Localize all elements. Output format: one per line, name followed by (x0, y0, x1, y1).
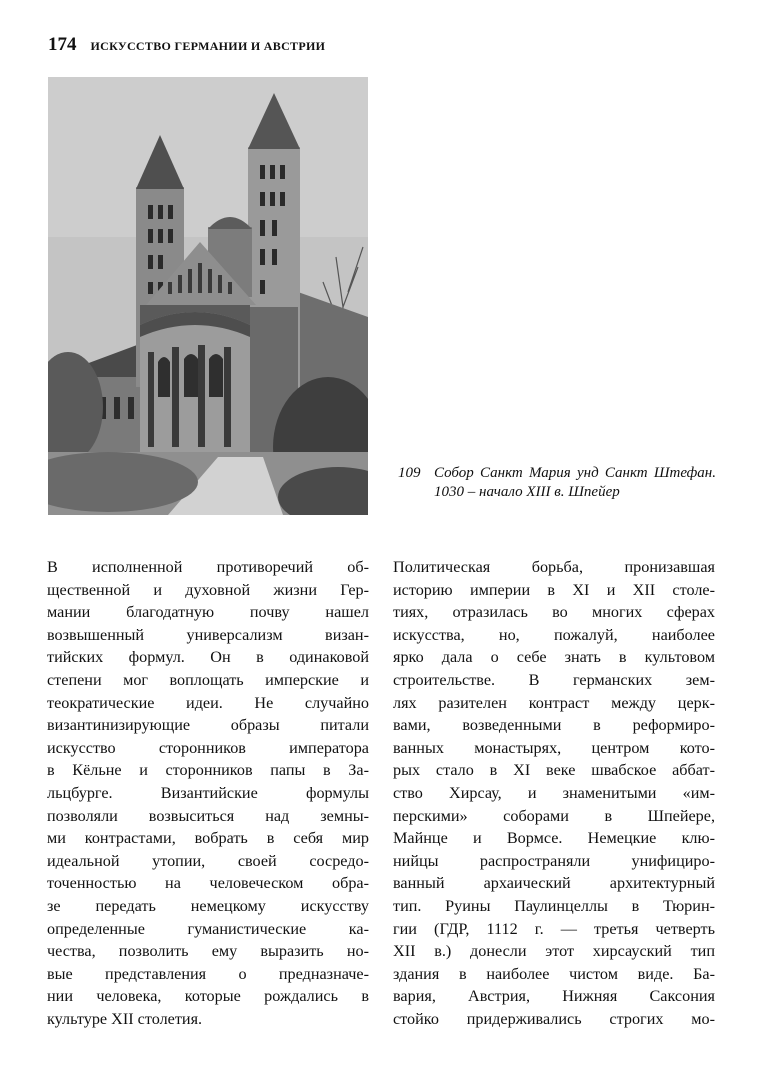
text-line: строительстве. В германских зем- (393, 670, 715, 689)
text-line: в Кёльне и сторонников папы в За- (47, 761, 369, 780)
text-line: Майнце и Вормсе. Немецкие клю- (393, 829, 715, 848)
text-line: мании благодатную почву нашел (47, 603, 369, 622)
text-line: искусства, но, пожалуй, наиболее (393, 625, 715, 644)
text-line: вария, Австрия, Нижняя Саксония (393, 987, 715, 1006)
figure-number: 109 (398, 465, 421, 481)
text-line: ярко дала о себе знать в культовом (393, 648, 715, 667)
text-line: культуре XII столетия. (47, 1009, 203, 1028)
text-line: ванный архаический архитектурный (393, 874, 715, 893)
text-line: чества, позволить ему выразить но- (47, 942, 369, 961)
cathedral-photo (48, 77, 368, 515)
text-line: льцбурге. Византийские формулы (47, 783, 369, 802)
text-line: историю империи в XI и XII столе- (393, 580, 715, 599)
text-line: В исполненной противоречий об- (47, 558, 369, 576)
text-line: лях разителен контраст между церк- (393, 693, 715, 712)
text-line: позволяли возвыситься над земны- (47, 806, 369, 825)
text-line: возвышенный универсализм визан- (47, 625, 369, 644)
text-line: щественной и духовной жизни Гер- (47, 580, 369, 599)
text-line: тип. Руины Паулинцеллы в Тюрин- (393, 896, 715, 915)
text-line: рых стало в XI веке швабское аббат- (393, 761, 715, 780)
figure-caption-text: Собор Санкт Мария унд Санкт Штефан. 1030 – начало XIII в. Шпейер (434, 465, 716, 500)
page-header (48, 34, 325, 58)
text-line: тиях, отразилась во многих сферах (393, 603, 715, 622)
text-line: XII в.) донесли этот хирсауский тип (393, 942, 715, 961)
text-line: зе передать немецкому искусству (47, 896, 369, 915)
text-line: искусство сторонников императора (47, 738, 369, 757)
text-line: вами, возведенными в реформиро- (393, 716, 715, 735)
text-line: ство Хирсау, и знаменитыми «им- (393, 783, 715, 802)
text-line: ми контрастами, вобрать в себя мир (47, 829, 369, 848)
text-line: определенные гуманистические ка- (47, 919, 369, 938)
text-line: гии (ГДР, 1112 г. — третья четверть (393, 919, 715, 938)
text-line: степени мог воплощать имперские и (47, 670, 369, 689)
figure-caption (398, 464, 716, 502)
text-line: стойко придерживались строгих мо- (393, 1009, 715, 1028)
text-line: нийцы распространяли унифициро- (393, 851, 715, 870)
text-line: идеальной утопии, своей сосредо- (47, 851, 369, 870)
text-line: тийских формул. Он в одинаковой (47, 648, 369, 667)
text-column-right (393, 556, 715, 1030)
text-line: нии человека, которые рождались в (47, 987, 369, 1006)
text-line: византинизирующие образы питали (47, 716, 369, 735)
text-line: перскими» соборами в Шпейере, (393, 806, 715, 825)
running-head: ИСКУССТВО ГЕРМАНИИ И АВСТРИИ (90, 39, 326, 53)
text-column-left (47, 556, 369, 1030)
text-line: Политическая борьба, пронизавшая (393, 558, 715, 576)
text-line: вые представления о предназначе- (47, 964, 369, 983)
text-line: здания в наиболее чистом виде. Ба- (393, 964, 715, 983)
text-line: ванных монастырях, центром кото- (393, 738, 715, 757)
page-number: 174 (48, 34, 77, 55)
text-line: точенностью на человеческом обра- (47, 874, 369, 893)
text-line: теократические идеи. Не случайно (47, 693, 369, 712)
